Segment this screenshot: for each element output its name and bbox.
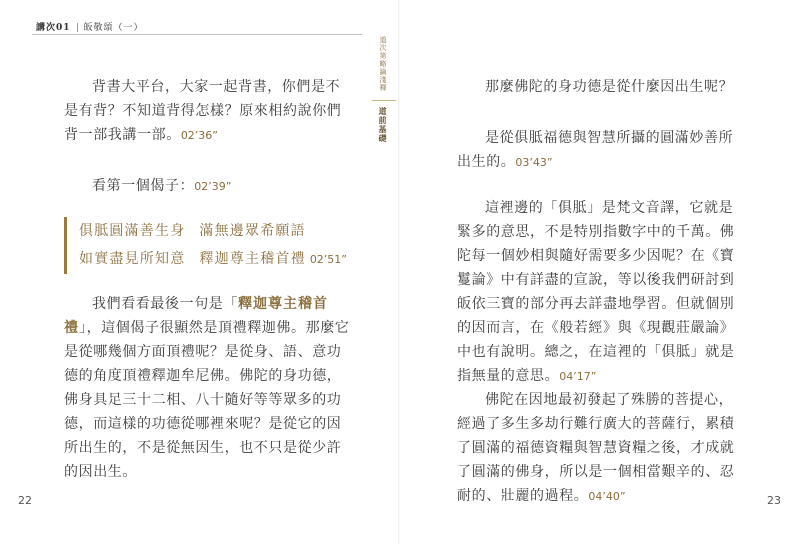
paragraph-text: 那麼佛陀的身功德是從什麼因出生呢？: [485, 79, 734, 95]
paragraph-text: 我們看看最後一句是「: [92, 296, 238, 312]
section-title: 道前基礎: [378, 107, 388, 143]
lecture-title: 皈敬頌（一）: [83, 23, 144, 33]
timestamp: 04’40”: [588, 490, 626, 503]
series-title: 道次第略論淺釋: [379, 36, 387, 92]
verse-line-1: [79, 217, 349, 245]
header-rule: [32, 34, 362, 35]
timestamp: 03’43”: [515, 156, 553, 169]
left-paragraph-2: [64, 174, 354, 199]
right-paragraph-3: [457, 196, 747, 389]
emphasized-quote: 釋迦尊主稽首禮: [64, 296, 328, 336]
left-paragraph-1: [64, 75, 354, 148]
page-number-left: 22: [18, 494, 32, 507]
verse-phrase: 如實盡見所知意: [79, 251, 186, 267]
page-number-right: 23: [767, 494, 781, 507]
side-tab: [372, 36, 396, 143]
paragraph-text: 看第一個偈子：: [92, 178, 195, 194]
paragraph-text: 」，這個偈子很顯然是頂禮釋迦佛。那麼它是從哪幾個方面頂禮呢？是從身、語、意功德的角度頂禮釋迦牟尼佛。佛陀的身功德，佛身具足三十二相、八十隨好等等眾多的功德，而這樣的功德從哪裡來呢？是從它的因所出生的，不是從無因生，也不只是從少許的因出生。: [64, 320, 350, 480]
right-page: [400, 0, 800, 544]
verse-phrase: 俱胝圓滿善生身: [79, 223, 186, 239]
paragraph-text: 佛陀在因地最初發起了殊勝的菩提心，經過了多生多劫行難行廣大的菩薩行，累積了圓滿的福德資糧與智慧資糧之後，才成就了圓滿的佛身，所以是一個相當艱辛的、忍耐的、壯麗的過程。: [457, 392, 735, 504]
timestamp: 02’39”: [194, 180, 232, 193]
verse-line-2: [79, 245, 349, 274]
paragraph-text: 是從俱胝福德與智慧所攝的圓滿妙善所出生的。: [457, 130, 734, 170]
timestamp: 02’51”: [309, 253, 348, 266]
paragraph-text: 背書大平台，大家一起背書，你們是不是有背？不知道背得怎樣？原來相約說你們背一部我講一部。: [64, 79, 342, 143]
timestamp: 04’17”: [559, 370, 597, 383]
right-paragraph-1: [457, 75, 747, 99]
running-header: [36, 20, 144, 33]
side-tab-rule: [372, 100, 396, 101]
left-paragraph-3: [64, 292, 354, 484]
paragraph-text: 這裡邊的「俱胝」是梵文音譯，它就是緊多的意思，不是特別指數字中的千萬。佛陀每一個妙相與隨好需要多少因呢？在《寶鬘論》中有詳盡的宣說，等以後我們研討到皈依三寶的部分再去詳盡地學習。但就個別的因而言，在《般若經》與《現觀莊嚴論》中也有說明。總之，在這裡的「俱胝」就是指無量的意思。: [457, 200, 735, 384]
verse-phrase: 釋迦尊主稽首禮: [199, 251, 306, 267]
header-separator: [77, 23, 78, 32]
right-paragraph-4: [457, 388, 747, 509]
verse-block: [64, 217, 349, 274]
right-paragraph-2: [457, 126, 747, 175]
lecture-number: 講次01: [36, 23, 71, 33]
verse-phrase: 滿無邊眾希願語: [199, 223, 306, 239]
timestamp: 02’36”: [180, 129, 219, 142]
